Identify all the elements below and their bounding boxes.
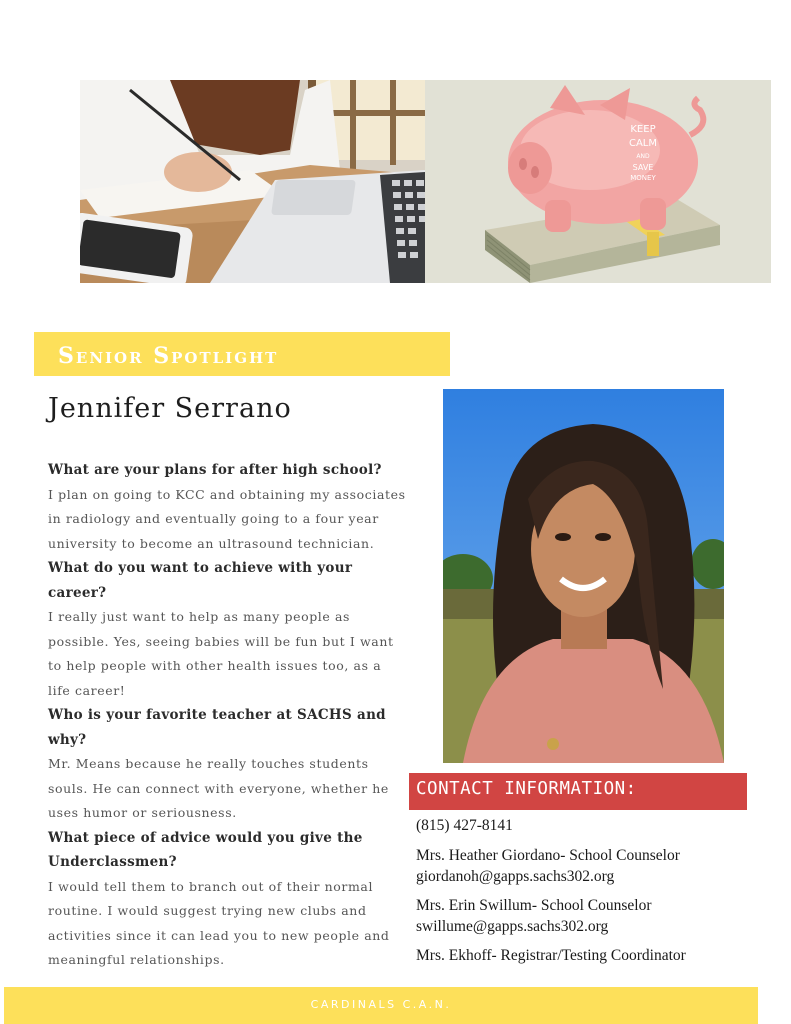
piggy-text-and: AND (636, 153, 650, 160)
student-portrait (443, 389, 724, 763)
question-2: What do you want to achieve with your career? (48, 560, 353, 601)
piggy-text-money: MONEY (630, 174, 656, 182)
contact-name: Mrs. Ekhoff- Registrar/Testing Coordinator (416, 947, 686, 964)
question-1: What are your plans for after high school? (48, 462, 382, 478)
piggy-text-calm: CALM (628, 138, 658, 149)
question-4: What piece of advice would you give the Underclassmen? (48, 829, 363, 870)
contact-name: Mrs. Erin Swillum- School Counselor (416, 897, 652, 914)
piggy-text-keep: KEEP (630, 124, 656, 135)
header-photo-piggy-bank (425, 80, 771, 283)
qa-section (48, 458, 408, 973)
contact-header: CONTACT INFORMATION: (416, 779, 637, 799)
contact-email[interactable]: swillume@gapps.sachs302.org (416, 918, 609, 935)
piggy-text-save: SAVE (632, 163, 654, 172)
footer-text: CARDINALS C.A.N. (310, 998, 452, 1011)
answer-3: Mr. Means because he really touches students souls. He can connect with everyone, whether he uses humor or seriousness. (48, 756, 389, 820)
contact-email[interactable]: giordanoh@gapps.sachs302.org (416, 868, 615, 885)
contact-name: Mrs. Heather Giordano- School Counselor (416, 847, 680, 864)
contact-phone[interactable]: (815) 427-8141 (416, 817, 513, 834)
answer-2: I really just want to help as many people as possible. Yes, seeing babies will be fun but I want to help people with other health issues too, as a life career! (48, 609, 394, 698)
student-name: Jennifer Serrano (48, 393, 292, 424)
answer-1: I plan on going to KCC and obtaining my associates in radiology and eventually going to a four year university to become an ultrasound technician. (48, 486, 406, 551)
header-photo-study (80, 80, 425, 283)
question-3: Who is your favorite teacher at SACHS and why? (48, 707, 386, 748)
answer-4: I would tell them to branch out of their normal routine. I would suggest trying new clubs and activities since it can lead you to new people and meaningful relationships. (48, 878, 390, 967)
section-title: Senior Spotlight (58, 343, 279, 369)
